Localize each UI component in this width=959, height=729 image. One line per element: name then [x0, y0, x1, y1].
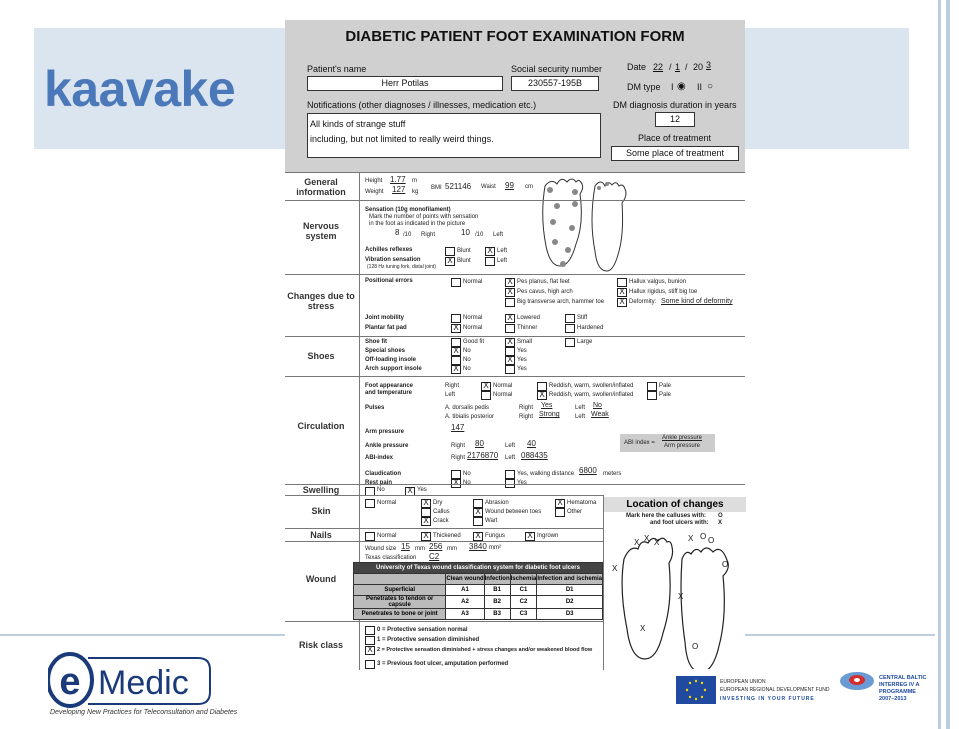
eu-stars-icon: [676, 676, 716, 704]
insole-label: Off-loading insole: [365, 357, 416, 363]
texas-cell: C1: [510, 585, 537, 596]
rest-pain-label: Rest pain: [365, 480, 393, 486]
waist-label: Waist: [481, 184, 496, 190]
pulse-left-value-1: No: [593, 402, 602, 409]
abi-right-label: Right: [451, 455, 466, 461]
texas-cell: A1: [446, 585, 484, 596]
notifications-line-1: All kinds of strange stuff: [310, 119, 406, 129]
appearance-left-normal-checkbox: [481, 391, 491, 400]
patient-name-label: Patient's name: [307, 64, 367, 74]
texas-cell: D2: [537, 596, 603, 609]
skin-normal-text: Normal: [377, 500, 397, 506]
plantar-label: Plantar fat pad: [365, 325, 407, 331]
skin-wounds-text: Wound between toes: [485, 509, 542, 515]
achilles-left-checkbox: X: [485, 247, 495, 256]
abi-formula-label: ABI index =: [624, 440, 655, 446]
place-label: Place of treatment: [638, 133, 712, 143]
svg-text:O: O: [700, 532, 707, 541]
skin-hematoma-text: Hematoma: [567, 500, 597, 506]
cb-line-2: INTERREG IV A: [879, 682, 920, 688]
abi-left-label: Left: [505, 455, 516, 461]
svg-text:O: O: [722, 560, 729, 569]
right-border-bar: [938, 0, 941, 729]
section-general: [285, 172, 745, 200]
appearance-right-label: Right: [445, 383, 460, 389]
joint-normal-checkbox: [451, 314, 461, 323]
notifications-label: Notifications (other diagnoses / illnesses, medication etc.): [307, 100, 537, 110]
texas-row: [354, 585, 603, 596]
dm-type-1: I: [671, 82, 674, 92]
ankle-right-value: 80: [475, 439, 484, 448]
emedic-logo-e: e: [59, 661, 81, 703]
eu-line-1: EUROPEAN UNION: [720, 679, 766, 685]
section-label-skin: Skin: [311, 506, 331, 516]
date-year-prefix: 20: [693, 62, 704, 72]
achilles-label: Achilles reflexes: [365, 247, 413, 253]
section-nails: [285, 528, 603, 541]
special-shoes-label: Special shoes: [365, 348, 406, 354]
dm-type-2: II: [697, 82, 703, 92]
dm-type-label: DM type: [627, 82, 661, 92]
dm-type-1-radio-checked: ◉: [677, 81, 686, 92]
ssn-field: 230557-195B: [511, 76, 599, 91]
insole-yes-text: Yes: [517, 357, 527, 363]
texas-col-header: Infection and ischemia: [537, 574, 603, 585]
abi-right-value: 2176870: [467, 451, 499, 460]
sensation-hint-1: Mark the number of points with sensation: [369, 214, 479, 220]
section-label-wound: Wound: [305, 574, 337, 584]
section-label-swelling: Swelling: [302, 485, 340, 495]
fit-small-checkbox: X: [505, 338, 515, 347]
ankle-right-label: Right: [451, 443, 466, 449]
location-title: Location of changes: [604, 497, 746, 512]
bmi-value: 521146: [445, 182, 472, 191]
location-hint-2: and foot ulcers with:: [650, 520, 709, 526]
section-label-stress: Changes due to stress: [287, 291, 355, 311]
texas-col-header: [354, 574, 446, 585]
abi-formula-denominator: Arm pressure: [664, 443, 701, 449]
notifications-line-2: including, but not limited to really weird things.: [310, 134, 494, 144]
weight-label: Weight: [365, 189, 384, 195]
nails-fungus-text: Fungus: [485, 533, 506, 539]
location-of-changes-panel: [603, 495, 746, 670]
svg-text:O: O: [708, 536, 715, 545]
texas-col-header: Ischemia: [510, 574, 537, 585]
temperature-label: and temperature: [365, 390, 413, 396]
nails-ingrown-checkbox: X: [525, 532, 535, 541]
risk-2-text: 2 = Protective sensation diminished + stress changes and/or weakened blood flow: [377, 647, 593, 653]
height-value: 1.77: [390, 175, 406, 184]
fit-small-text: Small: [517, 339, 533, 345]
texas-cell: D1: [537, 585, 603, 596]
abi-formula-box: [620, 434, 715, 452]
svg-text:O: O: [692, 642, 699, 651]
joint-lowered-text: Lowered: [517, 315, 541, 321]
swelling-no-text: No: [377, 487, 385, 493]
location-hint-2-mark: X: [718, 520, 723, 526]
appearance-right-normal-text: Normal: [493, 383, 513, 389]
texas-table-title: University of Texas wound classification system for diabetic foot ulcers: [354, 563, 603, 574]
dorsalis-label: A. dorsalis pedis: [445, 405, 490, 411]
claudication-label: Claudication: [365, 471, 402, 477]
valgus-checkbox: [617, 278, 627, 287]
weight-unit: kg: [412, 189, 419, 195]
wound-size-label: Wound size: [365, 546, 397, 552]
special-no-text: No: [463, 348, 471, 354]
joint-normal-text: Normal: [463, 315, 483, 321]
shoe-fit-label: Shoe fit: [365, 339, 387, 345]
texas-row-header: Superficial: [354, 585, 446, 596]
hammer-toe-checkbox: [505, 298, 515, 307]
joint-stiff-text: Stiff: [577, 315, 588, 321]
date-label: Date: [627, 62, 647, 72]
abi-left-value: 088435: [521, 451, 548, 460]
svg-text:X: X: [654, 538, 660, 547]
appearance-right-normal-checkbox: X: [481, 382, 491, 391]
emedic-tagline: Developing New Practices for Teleconsultation and Diabetes: [50, 709, 238, 716]
emedic-logo-text: Medic: [98, 664, 189, 702]
date-year-suffix: 3: [706, 60, 712, 70]
claudication-distance: 6800: [579, 466, 597, 475]
rest-no-text: No: [463, 480, 471, 486]
pulse-right-label: Right: [519, 405, 534, 411]
plantar-thinner-checkbox: [505, 324, 515, 333]
texas-label: Texas classification: [365, 555, 417, 561]
svg-text:X: X: [678, 592, 684, 601]
section-label-shoes: Shoes: [307, 351, 335, 361]
texas-cell: B1: [484, 585, 510, 596]
nails-normal-checkbox: [365, 532, 375, 541]
sensation-right-value: 8: [395, 228, 400, 237]
wound-size-1: 15: [401, 542, 410, 551]
hammer-toe-text: Big transverse arch, hammer toe: [517, 299, 605, 305]
sensation-right-unit: /10: [403, 232, 412, 238]
skin-crack-checkbox: X: [421, 517, 431, 526]
fit-large-text: Large: [577, 339, 593, 345]
rigidus-checkbox: X: [617, 288, 627, 297]
fit-large-checkbox: [565, 338, 575, 347]
appearance-left-normal-text: Normal: [493, 392, 513, 398]
section-label-general: General information: [296, 177, 346, 197]
swelling-yes-text: Yes: [417, 487, 427, 493]
texas-cell: C3: [510, 609, 537, 620]
dm-duration-label: DM diagnosis duration in years: [613, 100, 737, 110]
deformity-label: Deformity:: [629, 299, 657, 305]
special-yes-text: Yes: [517, 348, 527, 354]
weight-value: 127: [392, 185, 406, 194]
wound-mm-unit-1: mm: [415, 546, 425, 552]
cb-line-3: PROGRAMME: [879, 689, 916, 695]
skin-wounds-checkbox: X: [473, 508, 483, 517]
appearance-right-pale-checkbox: [647, 382, 657, 391]
date-day: 22: [653, 62, 664, 72]
texas-row-header: Penetrates to bone or joint: [354, 609, 446, 620]
texas-row: [354, 596, 603, 609]
svg-text:X: X: [688, 534, 694, 543]
section-label-risk: Risk class: [298, 640, 344, 650]
texas-cell: A3: [446, 609, 484, 620]
texas-cell: C2: [510, 596, 537, 609]
texas-classification-table: [353, 562, 603, 620]
claudication-no-text: No: [463, 471, 471, 477]
skin-wart-checkbox: [473, 517, 483, 526]
appearance-left-pale-text: Pale: [659, 392, 672, 398]
section-label-nervous: Nervous system: [302, 221, 339, 241]
eu-line-2: EUROPEAN REGIONAL DEVELOPMENT FUND: [720, 687, 830, 693]
skin-callus-text: Callus: [433, 509, 450, 515]
risk-2-checkbox: X: [365, 646, 375, 655]
abi-label: ABI-index: [365, 455, 394, 461]
sensation-hint-2: in the foot as indicated in the picture: [369, 221, 466, 227]
appearance-left-pale-checkbox: [647, 391, 657, 400]
achilles-blunt-checkbox: [445, 247, 455, 256]
cavus-checkbox: X: [505, 288, 515, 297]
ssn-label: Social security number: [511, 64, 603, 74]
insole-yes-checkbox: X: [505, 356, 515, 365]
joint-lowered-checkbox: X: [505, 314, 515, 323]
patient-name-field: Herr Potilas: [307, 76, 503, 91]
height-unit: m: [412, 178, 417, 184]
cavus-text: Pes cavus, high arch: [517, 289, 573, 295]
arm-pressure-value: 147: [451, 423, 465, 432]
cb-line-4: 2007–2013: [879, 696, 907, 702]
skin-wart-text: Wart: [485, 518, 498, 524]
section-shoes: [285, 336, 745, 376]
texas-row: [354, 609, 603, 620]
rest-yes-text: Yes: [517, 480, 527, 486]
joint-stiff-checkbox: [565, 314, 575, 323]
appearance-right-pale-text: Pale: [659, 383, 672, 389]
pulses-label: Pulses: [365, 405, 385, 411]
arm-pressure-label: Arm pressure: [365, 429, 405, 435]
appearance-label: Foot appearance: [365, 383, 414, 389]
wound-mm-unit-2: mm: [447, 546, 457, 552]
skin-crack-text: Crack: [433, 518, 449, 524]
flat-feet-checkbox: X: [505, 278, 515, 287]
bmi-label: BMI: [431, 185, 442, 191]
nails-ingrown-text: Ingrown: [537, 533, 559, 539]
section-swelling: [285, 484, 745, 495]
deformity-checkbox: X: [617, 298, 627, 307]
claudication-yes-text: Yes, walking distance: [517, 471, 575, 477]
achilles-left-text: Left: [497, 248, 508, 254]
svg-text:X: X: [634, 538, 640, 547]
skin-abrasion-text: Abrasion: [485, 500, 509, 506]
plantar-hardened-text: Hardened: [577, 325, 604, 331]
wound-mm2-unit: mm²: [489, 545, 501, 551]
right-border-bar-2: [946, 0, 950, 729]
texas-row-header: Penetrates to tendon or capsule: [354, 596, 446, 609]
risk-3-checkbox: [365, 660, 375, 669]
central-baltic-logo-icon: [838, 668, 876, 694]
claudication-yes-checkbox: [505, 470, 515, 479]
dm-type-2-radio: ○: [707, 81, 714, 92]
wound-size-2: 256: [429, 542, 443, 551]
sensation-right-label: Right: [421, 232, 436, 238]
arch-yes-text: Yes: [517, 366, 527, 372]
arch-no-checkbox: X: [451, 365, 461, 374]
rest-no-checkbox: X: [451, 479, 461, 488]
appearance-left-label: Left: [445, 392, 456, 398]
plantar-hardened-checkbox: [565, 324, 575, 333]
vibration-left-text: Left: [497, 258, 508, 264]
brand-title: kaavake: [44, 61, 236, 117]
ankle-pressure-label: Ankle pressure: [365, 443, 409, 449]
flat-feet-text: Pes planus, flat feet: [517, 279, 570, 285]
rigidus-text: Hallux rigidus, stiff big toe: [629, 289, 698, 295]
positional-label: Positional errors: [365, 278, 413, 284]
arch-yes-checkbox: [505, 365, 515, 374]
appearance-left-reddish-text: Reddish, warm, swollen/inflated: [549, 392, 634, 398]
location-hint-1: Mark here the calluses with:: [626, 513, 707, 519]
texas-cell: D3: [537, 609, 603, 620]
risk-1-text: 1 = Protective sensation diminished: [377, 637, 480, 643]
pulse-right-value-1: Yes: [541, 402, 553, 409]
plantar-normal-text: Normal: [463, 325, 483, 331]
section-label-nails: Nails: [310, 530, 332, 540]
pulse-right-label-2: Right: [519, 414, 534, 420]
skin-hematoma-checkbox: X: [555, 499, 565, 508]
section-circulation: [285, 376, 745, 487]
section-label-circulation: Circulation: [297, 421, 345, 431]
svg-text:X: X: [644, 534, 650, 543]
sensation-left-value: 10: [461, 228, 470, 237]
risk-3-text: 3 = Previous foot ulcer, amputation performed: [377, 661, 509, 667]
section-skin: [285, 495, 603, 528]
nails-fungus-checkbox: X: [473, 532, 483, 541]
valgus-text: Hallux valgus, bunion: [629, 279, 687, 285]
ankle-left-label: Left: [505, 443, 516, 449]
form-title: DIABETIC PATIENT FOOT EXAMINATION FORM: [345, 28, 685, 45]
tibialis-label: A. tibialis posterior: [445, 414, 495, 420]
wound-size-total: 3840: [469, 542, 487, 551]
texas-col-header: Infection: [484, 574, 510, 585]
vibration-blunt-checkbox: X: [445, 257, 455, 266]
ankle-left-value: 40: [527, 439, 536, 448]
svg-text:X: X: [640, 624, 646, 633]
appearance-right-reddish-text: Reddish, warm, swollen/inflated: [549, 383, 634, 389]
notifications-field: [307, 113, 601, 158]
skin-other-text: Other: [567, 509, 583, 515]
abi-formula-numerator: Ankle pressure: [662, 435, 703, 441]
vibration-left-checkbox: [485, 257, 495, 266]
swelling-yes-checkbox: X: [405, 487, 415, 496]
texas-cell: B3: [484, 609, 510, 620]
location-feet-diagram: [604, 529, 746, 669]
special-no-checkbox: X: [451, 347, 461, 356]
texas-cell: A2: [446, 596, 484, 609]
svg-text:X: X: [612, 564, 618, 573]
deformity-text: Some kind of deformity: [661, 298, 733, 305]
cb-line-1: CENTRAL BALTIC: [879, 675, 927, 681]
place-field: Some place of treatment: [611, 146, 739, 161]
eu-line-3: INVESTING IN YOUR FUTURE: [720, 696, 815, 702]
appearance-left-reddish-checkbox: X: [537, 391, 547, 400]
positional-normal-checkbox: [451, 278, 461, 287]
pulse-left-label-2: Left: [575, 414, 586, 420]
pulse-left-value-2: Weak: [591, 411, 609, 418]
waist-value: 99: [505, 181, 514, 190]
eu-flag-icon: [676, 676, 716, 704]
height-label: Height: [365, 178, 383, 184]
insole-no-text: No: [463, 357, 471, 363]
arch-no-text: No: [463, 366, 471, 372]
sensation-left-label: Left: [493, 232, 504, 238]
nails-thickened-text: Thickened: [433, 533, 461, 539]
dm-duration-field: 12: [655, 112, 695, 127]
fit-good-text: Good fit: [463, 339, 485, 345]
vibration-blunt-text: Blunt: [457, 258, 471, 264]
nails-thickened-checkbox: X: [421, 532, 431, 541]
location-hint-1-mark: O: [718, 513, 723, 519]
plantar-normal-checkbox: X: [451, 324, 461, 333]
vibration-hint: (128 Hz tuning fork, distal joint): [367, 264, 436, 270]
skin-dry-checkbox: X: [421, 499, 431, 508]
nails-normal-text: Normal: [377, 533, 397, 539]
pulse-left-label: Left: [575, 405, 586, 411]
pulse-right-value-2: Strong: [539, 411, 560, 418]
section-risk: [285, 621, 603, 670]
risk-1-checkbox: [365, 636, 375, 645]
texas-cell: B2: [484, 596, 510, 609]
texas-value: C2: [429, 552, 440, 561]
joint-label: Joint mobility: [365, 315, 404, 321]
foot-exam-form: [285, 20, 745, 670]
skin-normal-checkbox: [365, 499, 375, 508]
date-month: 1: [675, 62, 681, 72]
claudication-unit: meters: [603, 471, 622, 477]
section-nervous: [285, 200, 745, 274]
waist-unit: cm: [525, 184, 533, 190]
sensation-label: Sensation (10g monofilament): [365, 207, 451, 213]
vibration-label: Vibration sensation: [365, 257, 421, 263]
achilles-blunt-text: Blunt: [457, 248, 471, 254]
skin-other-checkbox: [555, 508, 565, 517]
skin-dry-text: Dry: [433, 500, 443, 506]
texas-col-header: Clean wound: [446, 574, 484, 585]
emedic-logo: [48, 652, 213, 708]
arch-label: Arch support insole: [365, 366, 422, 372]
risk-0-text: 0 = Protective sensation normal: [377, 627, 468, 633]
plantar-thinner-text: Thinner: [517, 325, 538, 331]
sensation-left-unit: /10: [475, 232, 484, 238]
positional-normal-text: Normal: [463, 279, 483, 285]
risk-0-checkbox: [365, 626, 375, 635]
form-header: DIABETIC PATIENT FOOT EXAMINATION FORM Patient's name Herr Potilas Social security number 230557-195B Date 22 / 1 / 20 3 DM type I ◉ II ○ Notifications (other diagnoses / illnesses, medication etc.) All kinds of strange stuff including, but not limited to really weird things. DM diagnosis duration in years 12 Place of treatment Some place of treatment: [285, 20, 745, 172]
section-stress: [285, 274, 745, 336]
